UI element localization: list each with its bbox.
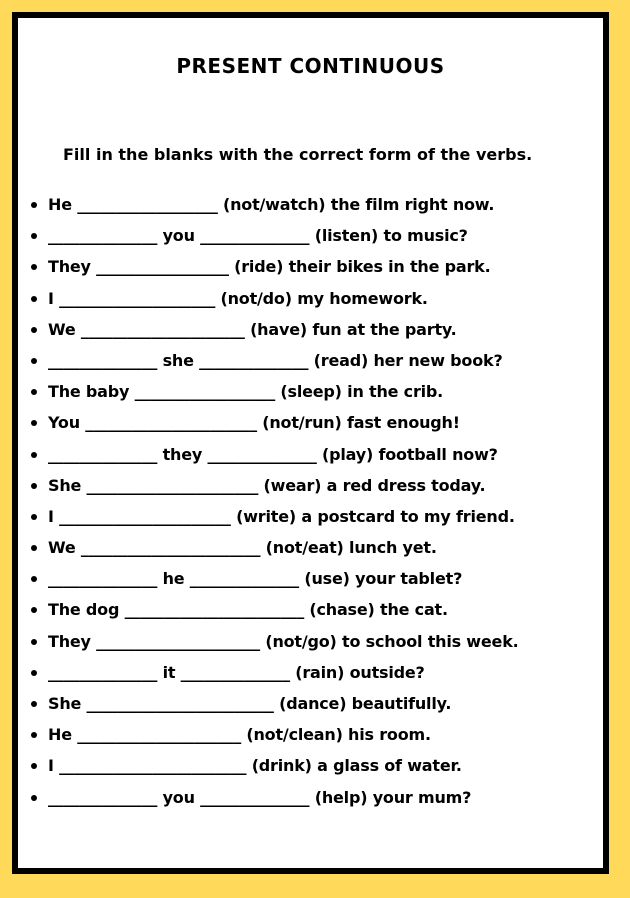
- exercise-item: [18, 501, 519, 532]
- bullet-icon: [31, 576, 37, 582]
- exercise-item: [18, 563, 519, 594]
- exercise-item: [18, 782, 519, 813]
- bullet-icon: [31, 327, 37, 333]
- exercise-text: She ________________________ (dance) beautifully.: [48, 694, 452, 713]
- bullet-icon: [31, 701, 37, 707]
- exercise-item: [18, 688, 519, 719]
- exercise-text: The baby __________________ (sleep) in the crib.: [48, 382, 444, 402]
- bullet-icon: [31, 296, 37, 302]
- exercise-text: ______________ he ______________ (use) your tablet?: [48, 569, 463, 589]
- bullet-icon: [31, 795, 37, 801]
- bullet-icon: [31, 452, 37, 458]
- exercise-text: He __________________ (not/watch) the film right now.: [48, 195, 495, 214]
- worksheet-sheet: [12, 12, 609, 874]
- bullet-icon: [31, 264, 37, 270]
- exercise-text: ______________ you ______________ (help) your mum?: [48, 787, 472, 807]
- exercise-item: [18, 251, 519, 282]
- exercise-item: [18, 750, 519, 781]
- exercise-item: [18, 283, 519, 314]
- bullet-icon: [31, 514, 37, 520]
- exercise-text: We _____________________ (have) fun at the party.: [48, 319, 457, 339]
- exercise-text: They _________________ (ride) their bikes in the park.: [48, 257, 491, 277]
- bullet-icon: [31, 639, 37, 645]
- exercise-item: [18, 189, 519, 220]
- exercise-text: I ________________________ (drink) a glass of water.: [48, 756, 462, 776]
- exercise-text: They _____________________ (not/go) to school this week.: [48, 631, 519, 651]
- exercise-item: [18, 376, 519, 407]
- exercise-item: [18, 657, 519, 688]
- bullet-icon: [31, 545, 37, 551]
- exercise-item: [18, 594, 519, 625]
- exercise-text: She ______________________ (wear) a red dress today.: [48, 475, 486, 495]
- exercise-text: I ______________________ (write) a postcard to my friend.: [48, 506, 515, 526]
- bullet-icon: [31, 202, 37, 208]
- bullet-icon: [31, 607, 37, 613]
- worksheet-title: PRESENT CONTINUOUS: [176, 54, 445, 78]
- exercise-item: [18, 314, 519, 345]
- bullet-icon: [31, 389, 37, 395]
- exercise-item: [18, 345, 519, 376]
- exercise-item: [18, 719, 519, 750]
- bullet-icon: [31, 763, 37, 769]
- exercise-text: ______________ she ______________ (read) her new book?: [48, 350, 503, 370]
- exercise-item: [18, 407, 519, 438]
- exercise-item: [18, 220, 519, 251]
- bullet-icon: [31, 483, 37, 489]
- exercise-text: ______________ they ______________ (play) football now?: [48, 444, 498, 464]
- bullet-icon: [31, 420, 37, 426]
- bullet-icon: [31, 233, 37, 239]
- exercise-text: ______________ it ______________ (rain) outside?: [48, 662, 425, 682]
- exercise-item: [18, 470, 519, 501]
- exercise-text: I ____________________ (not/do) my homework.: [48, 288, 428, 308]
- exercise-text: He _____________________ (not/clean) his room.: [48, 725, 431, 745]
- worksheet-instruction: Fill in the blanks with the correct form of the verbs.: [63, 145, 533, 164]
- bullet-icon: [31, 670, 37, 676]
- exercise-item: [18, 532, 519, 563]
- exercise-text: The dog _______________________ (chase) the cat.: [48, 600, 448, 620]
- exercise-item: [18, 439, 519, 470]
- exercise-list: [18, 189, 519, 813]
- exercise-text: You ______________________ (not/run) fast enough!: [48, 413, 460, 433]
- bullet-icon: [31, 732, 37, 738]
- exercise-text: We _______________________ (not/eat) lunch yet.: [48, 538, 437, 558]
- bullet-icon: [31, 358, 37, 364]
- exercise-item: [18, 626, 519, 657]
- exercise-text: ______________ you ______________ (listen) to music?: [48, 226, 468, 246]
